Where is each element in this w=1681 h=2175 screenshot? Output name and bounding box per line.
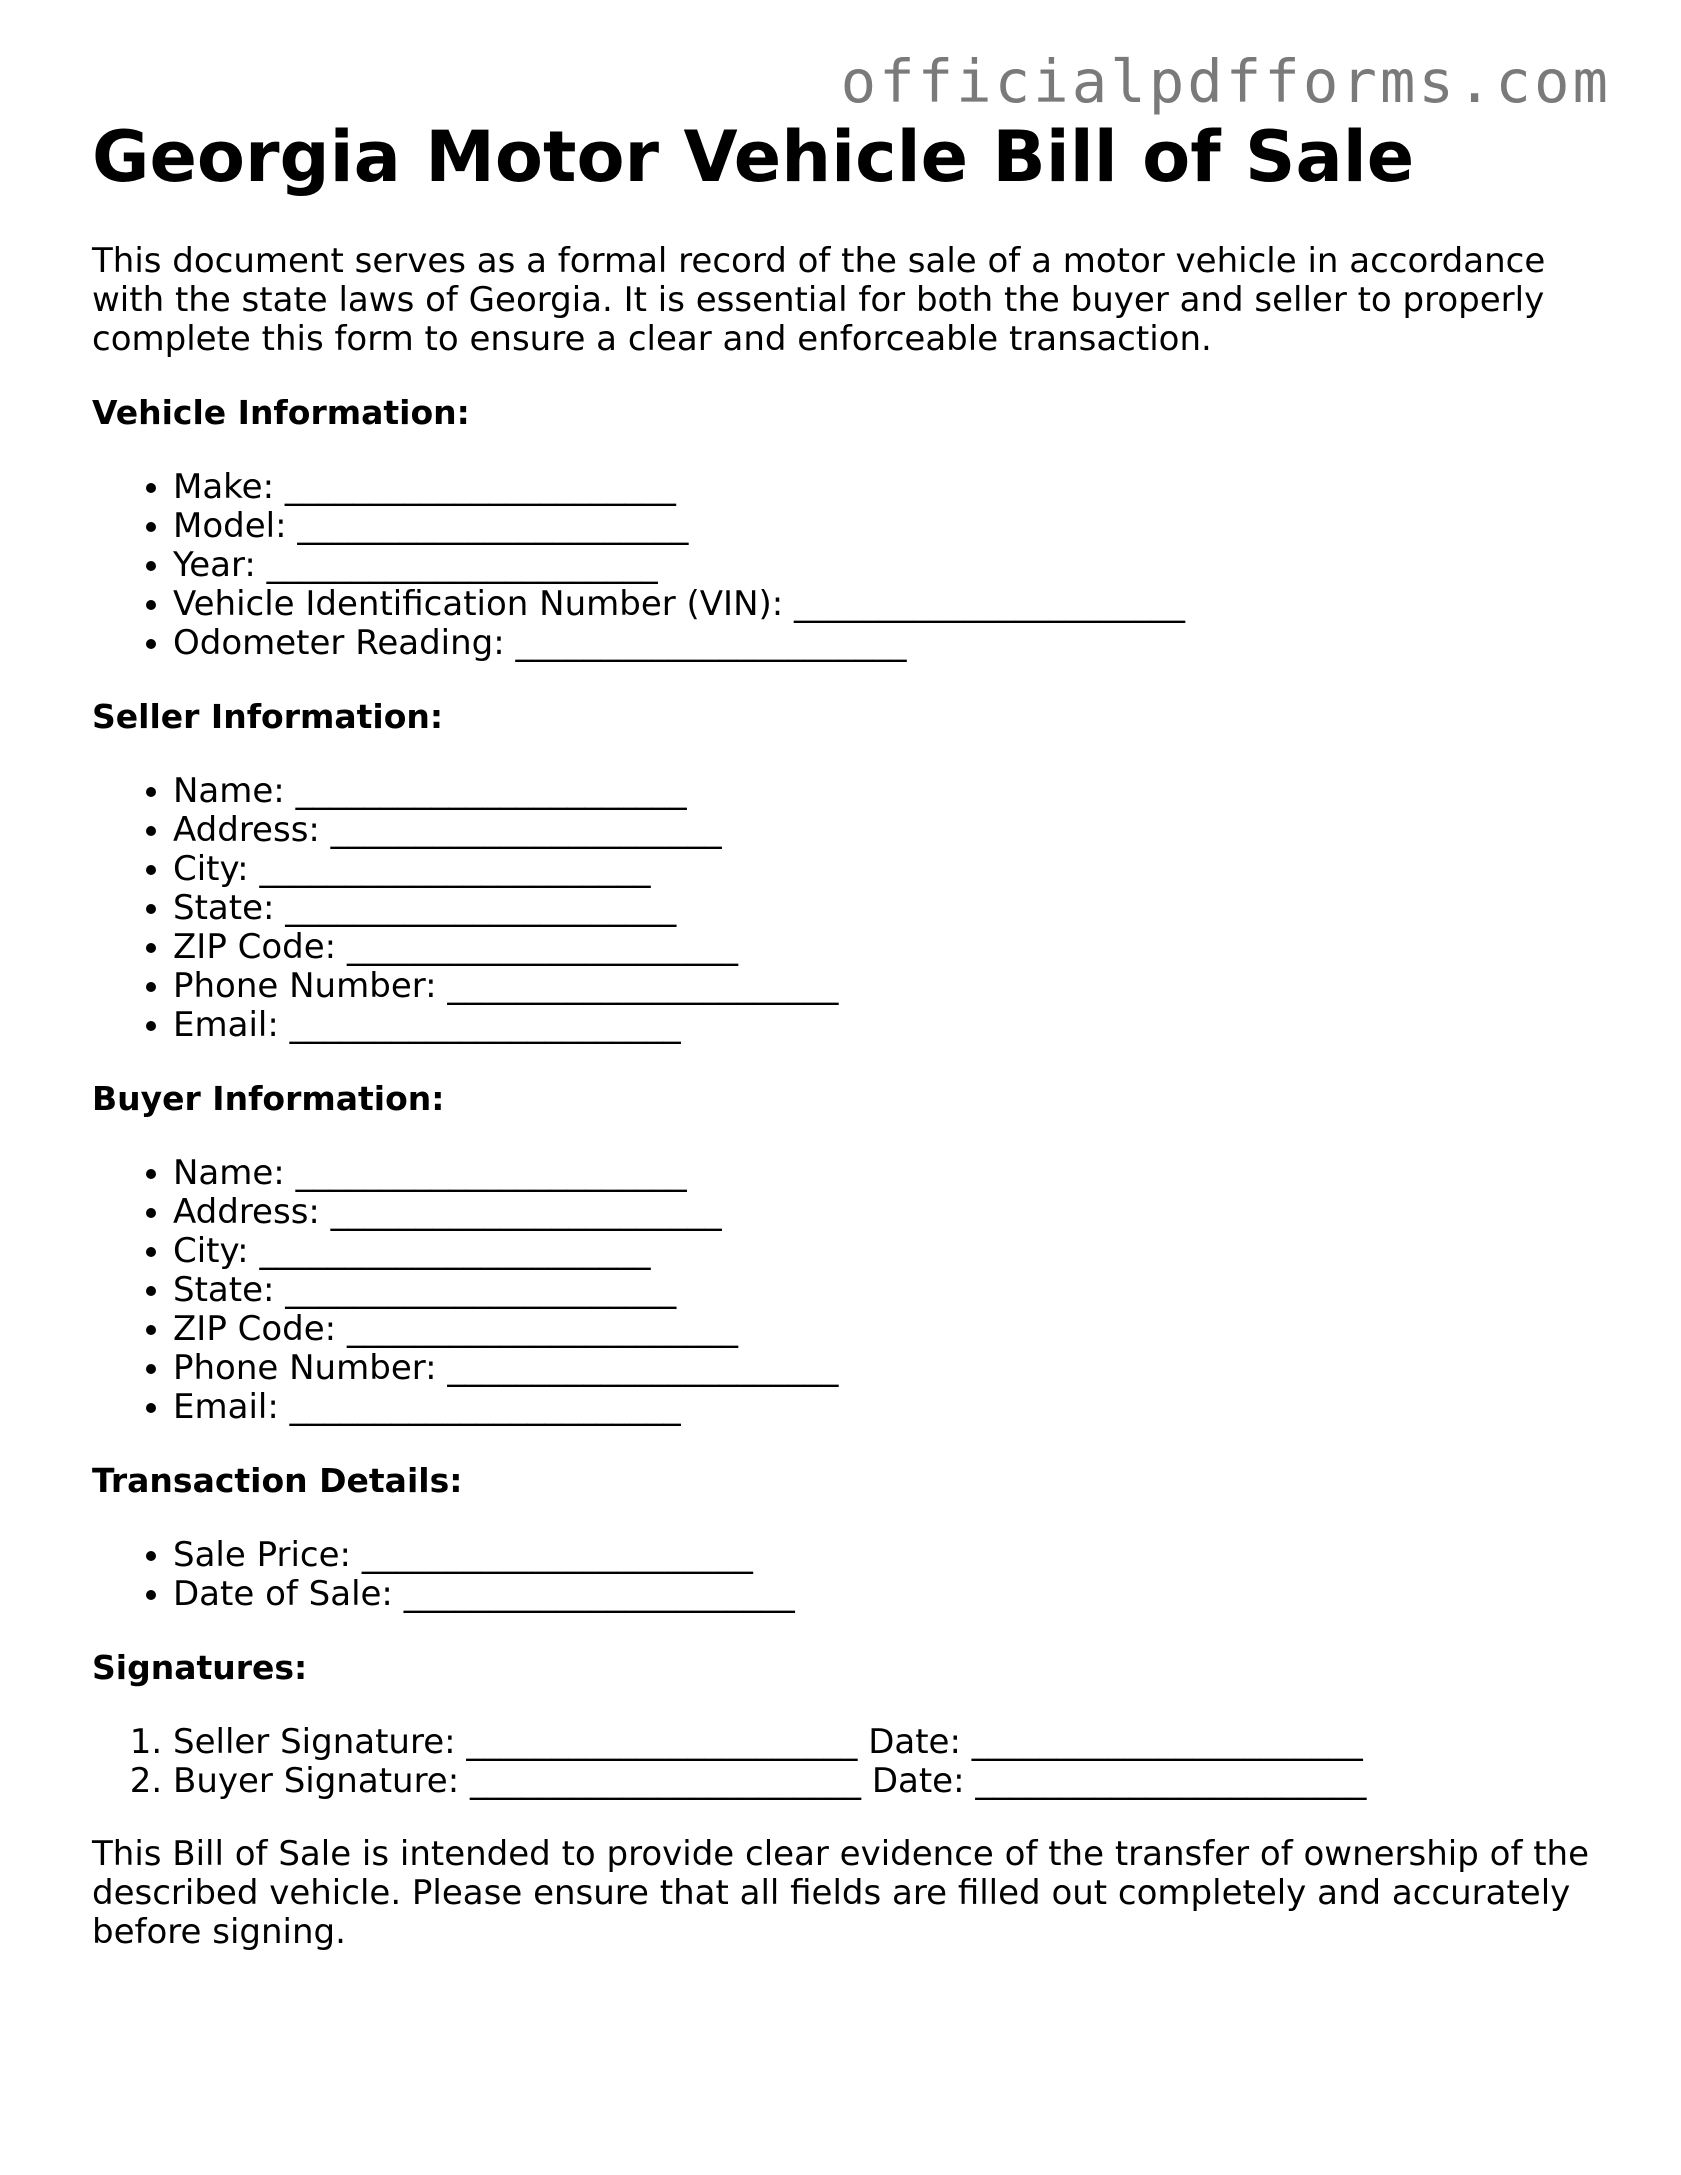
fill-blank[interactable]: _______________________	[289, 1386, 681, 1427]
fill-blank[interactable]: _______________________	[403, 1573, 795, 1614]
buyer-signature-line: 2. Buyer Signature: _______________________ Date: _______________________	[173, 1762, 1592, 1801]
intro-paragraph: This document serves as a formal record of the sale of a motor vehicle in accordance with the state laws of Georgia. It is essential for both the buyer and seller to properly complete this form to ensure a clear and enforceable transaction.	[92, 240, 1546, 359]
fill-blank[interactable]: _______________________	[295, 1152, 687, 1193]
seller-field-list	[92, 772, 1592, 1045]
fill-blank[interactable]: _______________________	[284, 466, 676, 507]
fill-blank[interactable]: _______________________	[361, 1534, 753, 1575]
seller-phone-field: • Phone Number: _______________________	[173, 967, 1592, 1006]
fill-blank[interactable]: _______________________	[289, 1004, 681, 1045]
watermark: officialpdfforms.com	[840, 47, 1611, 116]
closing-paragraph: This Bill of Sale is intended to provide clear evidence of the transfer of ownership of the described vehicle. Please ensure that all fields are filled out completely and accurately before signing.	[92, 1833, 1590, 1952]
fill-blank[interactable]: _______________________	[285, 1269, 677, 1310]
fill-blank[interactable]: _______________________	[794, 583, 1186, 624]
signature-blank[interactable]: _______________________	[466, 1721, 858, 1762]
fill-blank[interactable]: _______________________	[266, 544, 658, 585]
buyer-section-heading: Buyer Information:	[92, 1078, 445, 1118]
seller-name-field: • Name: _______________________	[173, 772, 1592, 811]
seller-city-field: • City: _______________________	[173, 850, 1592, 889]
buyer-address-field: • Address: _______________________	[173, 1193, 1592, 1232]
vehicle-odometer-field: • Odometer Reading: _______________________	[173, 624, 1592, 663]
fill-blank[interactable]: _______________________	[285, 887, 677, 928]
fill-blank[interactable]: _______________________	[297, 505, 689, 546]
seller-signature-line: 1. Seller Signature: _______________________ Date: _______________________	[173, 1723, 1592, 1762]
vehicle-model-field: • Model: _______________________	[173, 507, 1592, 546]
fill-blank[interactable]: _______________________	[259, 848, 651, 889]
seller-address-field: • Address: _______________________	[173, 811, 1592, 850]
signature-blank[interactable]: _______________________	[470, 1760, 861, 1801]
transaction-section-heading: Transaction Details:	[92, 1460, 463, 1500]
date-of-sale-field: • Date of Sale: _______________________	[173, 1575, 1592, 1614]
buyer-city-field: • City: _______________________	[173, 1232, 1592, 1271]
vehicle-field-list	[92, 468, 1592, 663]
buyer-state-field: • State: _______________________	[173, 1271, 1592, 1310]
buyer-email-field: • Email: _______________________	[173, 1388, 1592, 1427]
fill-blank[interactable]: _______________________	[259, 1230, 651, 1271]
fill-blank[interactable]: _______________________	[346, 926, 738, 967]
fill-blank[interactable]: _______________________	[295, 770, 687, 811]
buyer-phone-field: • Phone Number: _______________________	[173, 1349, 1592, 1388]
buyer-field-list	[92, 1154, 1592, 1427]
vehicle-make-field: • Make: _______________________	[173, 468, 1592, 507]
fill-blank[interactable]: _______________________	[515, 622, 907, 663]
signatures-section-heading: Signatures:	[92, 1647, 308, 1687]
seller-email-field: • Email: _______________________	[173, 1006, 1592, 1045]
fill-blank[interactable]: _______________________	[447, 1347, 839, 1388]
buyer-zip-field: • ZIP Code: _______________________	[173, 1310, 1592, 1349]
sale-price-field: • Sale Price: _______________________	[173, 1536, 1592, 1575]
transaction-field-list	[92, 1536, 1592, 1614]
seller-state-field: • State: _______________________	[173, 889, 1592, 928]
fill-blank[interactable]: _______________________	[346, 1308, 738, 1349]
seller-zip-field: • ZIP Code: _______________________	[173, 928, 1592, 967]
date-blank[interactable]: _______________________	[975, 1760, 1367, 1801]
document-page	[92, 118, 1592, 1986]
vehicle-section-heading: Vehicle Information:	[92, 392, 470, 432]
page-title: Georgia Motor Vehicle Bill of Sale	[92, 116, 1415, 198]
date-blank[interactable]: _______________________	[971, 1721, 1363, 1762]
vehicle-vin-field: • Vehicle Identification Number (VIN): _______________________	[173, 585, 1592, 624]
vehicle-year-field: • Year: _______________________	[173, 546, 1592, 585]
fill-blank[interactable]: _______________________	[447, 965, 839, 1006]
seller-section-heading: Seller Information:	[92, 696, 444, 736]
fill-blank[interactable]: _______________________	[330, 809, 722, 850]
signature-list	[92, 1723, 1592, 1801]
fill-blank[interactable]: _______________________	[330, 1191, 722, 1232]
buyer-name-field: • Name: _______________________	[173, 1154, 1592, 1193]
